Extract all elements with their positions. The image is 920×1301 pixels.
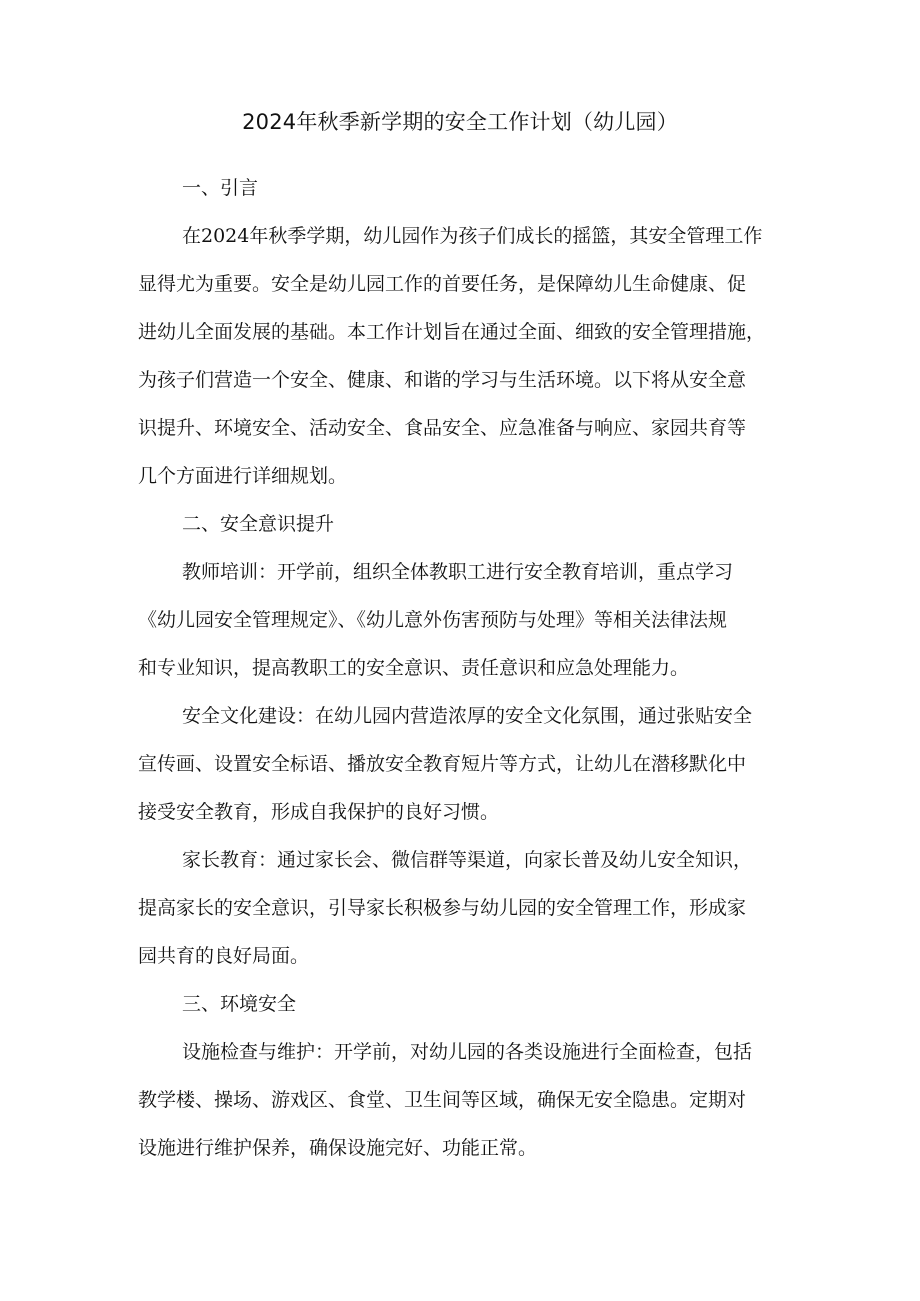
paragraph-line: 设施进行维护保养，确保设施完好、功能正常。: [138, 1137, 538, 1159]
paragraph-line: 识提升、环境安全、活动安全、食品安全、应急准备与响应、家园共育等: [138, 417, 747, 439]
section-heading-safety-awareness: 二、安全意识提升: [182, 513, 335, 535]
paragraph-line: 家长教育：通过家长会、微信群等渠道，向家长普及幼儿安全知识，: [182, 849, 753, 871]
paragraph-line: 安全文化建设：在幼儿园内营造浓厚的安全文化氛围，通过张贴安全: [182, 705, 753, 727]
paragraph-line: 为孩子们营造一个安全、健康、和谐的学习与生活环境。以下将从安全意: [138, 369, 747, 391]
paragraph-line: 园共育的良好局面。: [138, 945, 310, 967]
section-heading-environment-safety: 三、环境安全: [182, 993, 297, 1015]
document-body: [138, 172, 783, 1180]
paragraph-parent-education: [138, 844, 783, 988]
page-title: 2024年秋季新学期的安全工作计划（幼儿园）: [242, 110, 678, 134]
paragraph-line: 显得尤为重要。安全是幼儿园工作的首要任务，是保障幼儿生命健康、促: [138, 273, 747, 295]
paragraph-line: 教师培训：开学前，组织全体教职工进行安全教育培训，重点学习: [182, 561, 734, 583]
paragraph-line: 提高家长的安全意识，引导家长积极参与幼儿园的安全管理工作，形成家: [138, 897, 747, 919]
paragraph-teacher-training: [138, 556, 783, 700]
paragraph-line: 在2024年秋季学期，幼儿园作为孩子们成长的摇篮，其安全管理工作: [182, 225, 763, 247]
section-heading-intro: 一、引言: [182, 177, 259, 199]
paragraph-line: 几个方面进行详细规划。: [138, 465, 348, 487]
paragraph-line: 设施检查与维护：开学前，对幼儿园的各类设施进行全面检查，包括: [182, 1041, 753, 1063]
paragraph-safety-culture: [138, 700, 783, 844]
paragraph-line: 教学楼、操场、游戏区、食堂、卫生间等区域，确保无安全隐患。定期对: [138, 1089, 747, 1111]
paragraph-line: 接受安全教育，形成自我保护的良好习惯。: [138, 801, 500, 823]
paragraph-line: 进幼儿全面发展的基础。本工作计划旨在通过全面、细致的安全管理措施，: [138, 321, 766, 343]
paragraph-intro: [138, 220, 783, 508]
paragraph-line: 《幼儿园安全管理规定》、《幼儿意外伤害预防与处理》等相关法律法规: [138, 609, 728, 631]
paragraph-facility-inspection: [138, 1036, 783, 1180]
paragraph-line: 宣传画、设置安全标语、播放安全教育短片等方式，让幼儿在潜移默化中: [138, 753, 747, 775]
paragraph-line: 和专业知识，提高教职工的安全意识、责任意识和应急处理能力。: [138, 657, 690, 679]
